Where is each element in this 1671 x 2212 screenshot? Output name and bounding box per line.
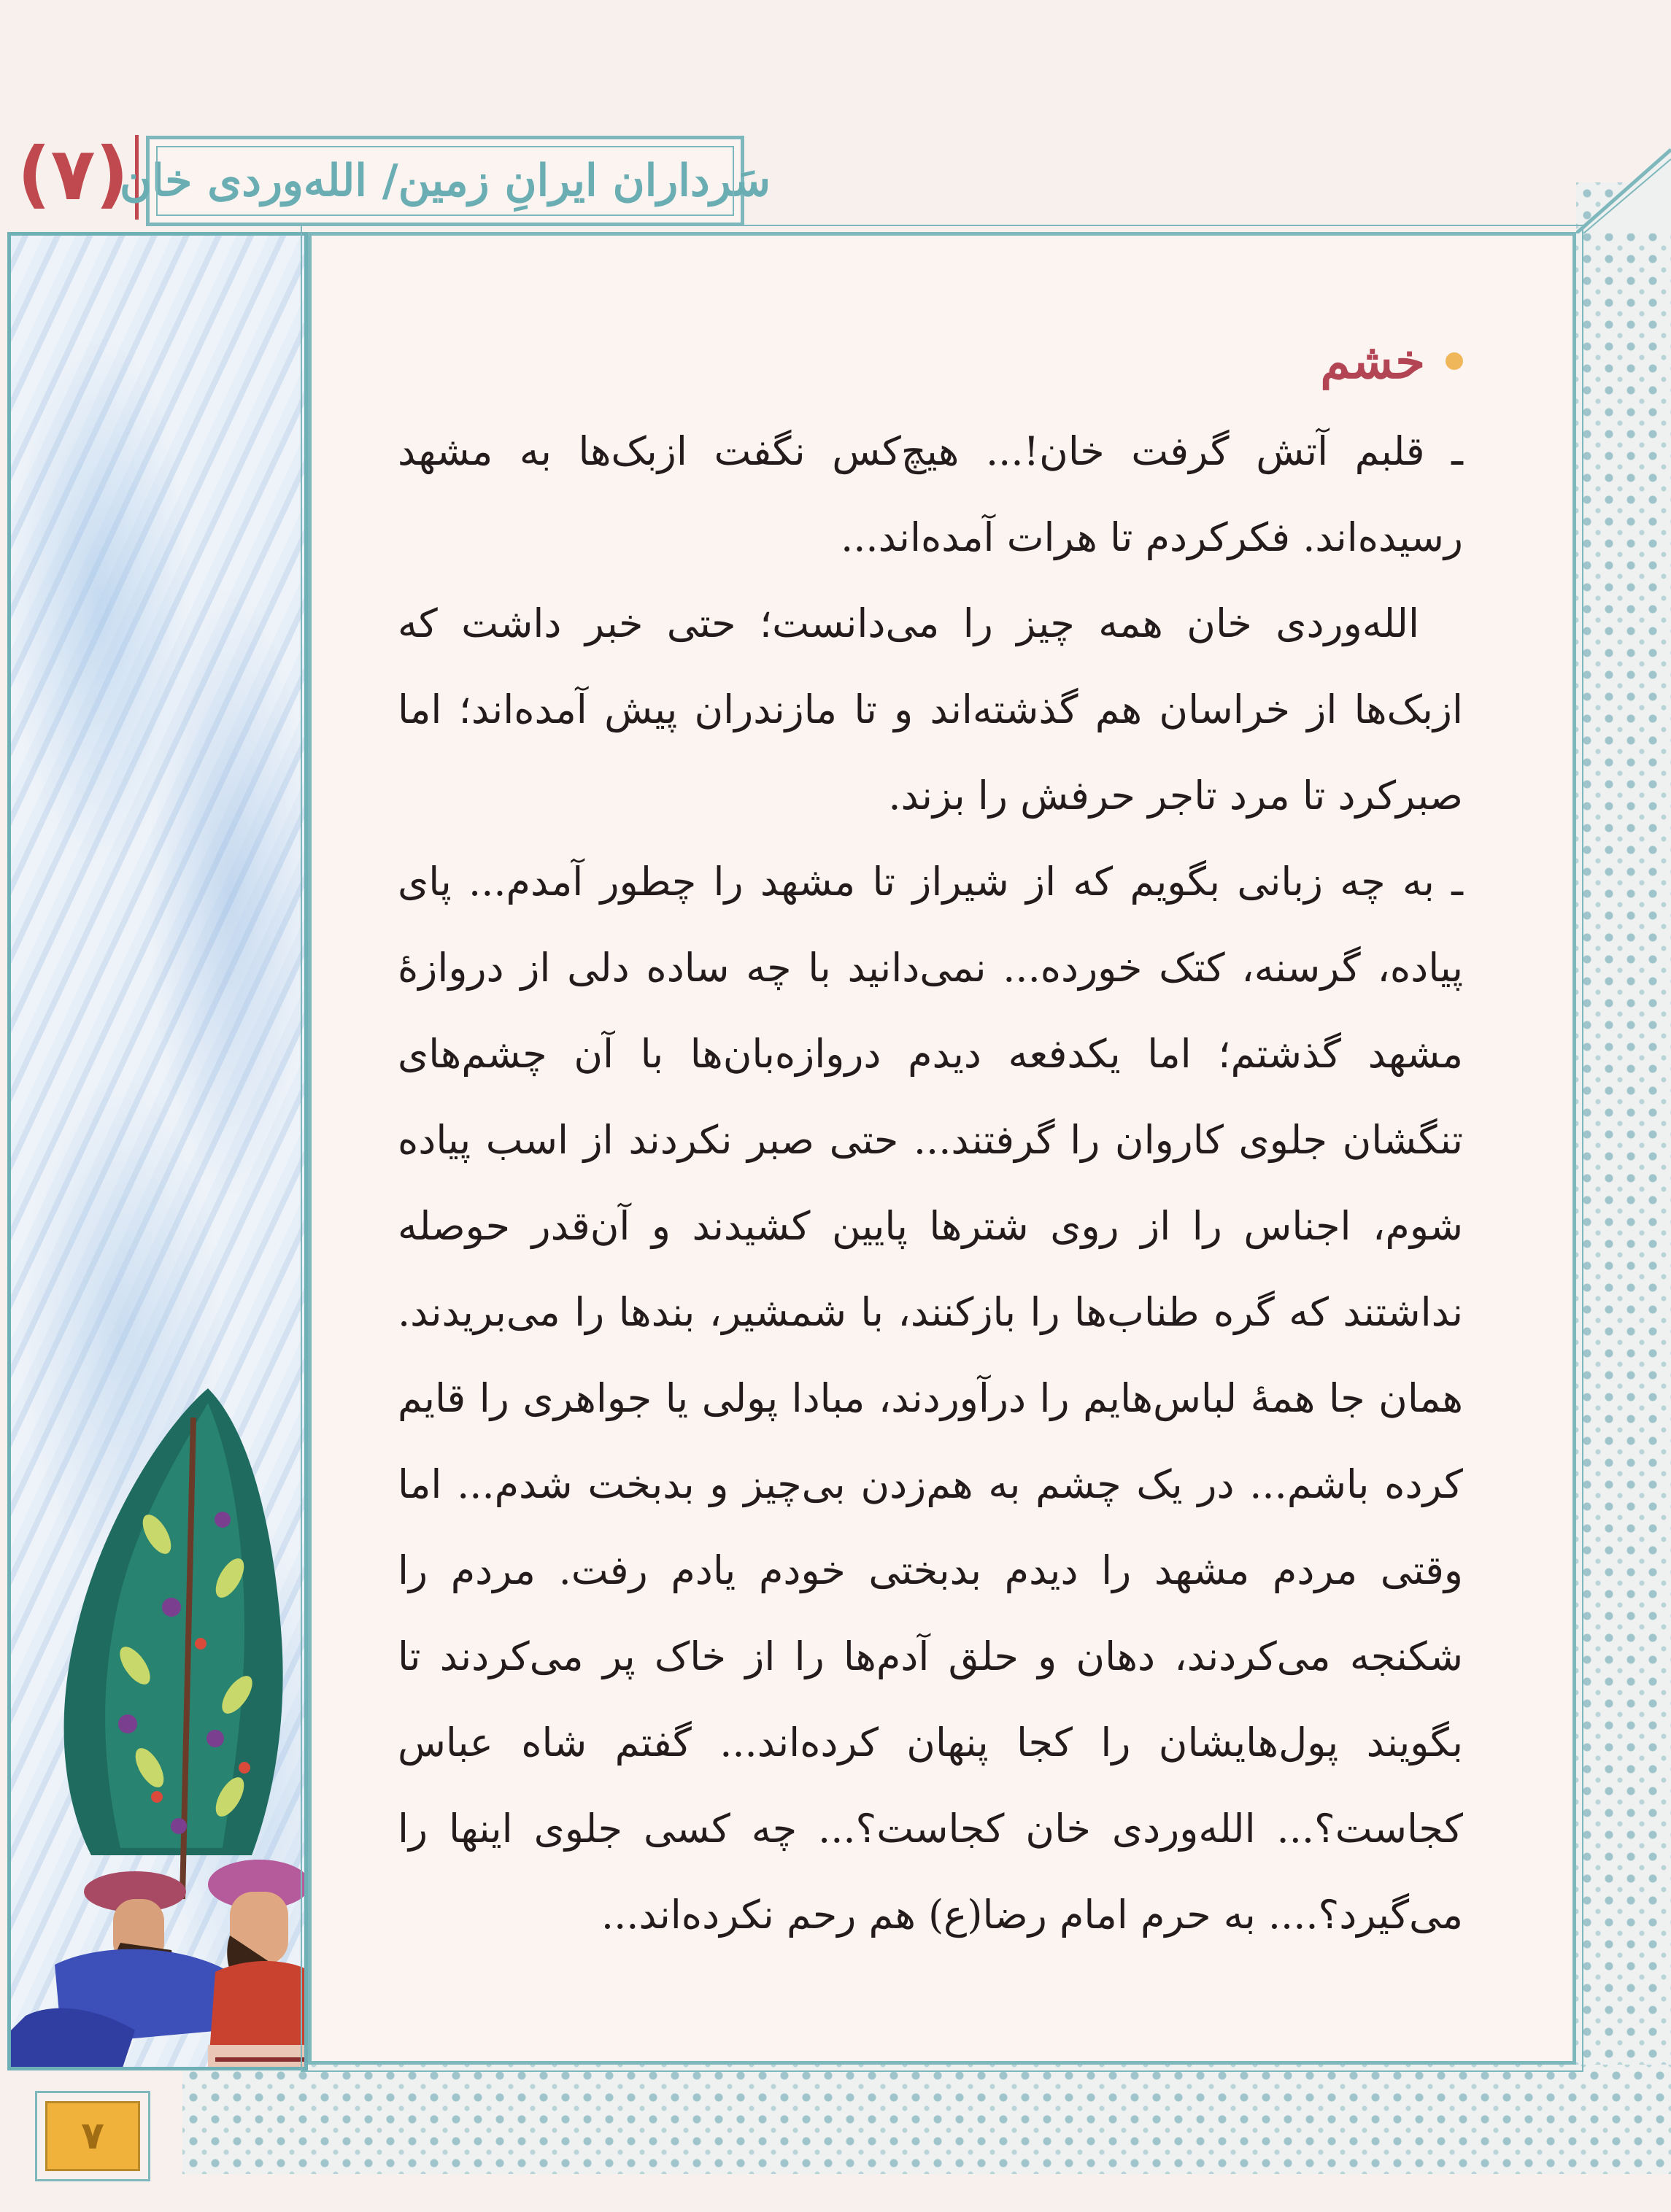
decorative-pattern-bottom bbox=[182, 2065, 1671, 2174]
decorative-pattern-right bbox=[1576, 182, 1671, 2174]
book-title: سَرداران ایرانِ زمین/ الله‌وردی خان bbox=[119, 155, 771, 206]
illustration-cypress-and-figures bbox=[11, 1388, 308, 2070]
header-banner bbox=[119, 136, 771, 226]
story-content bbox=[398, 321, 1463, 1958]
section-heading-text: خشم bbox=[1320, 333, 1425, 390]
page-number: ۷ bbox=[45, 2101, 140, 2171]
chapter-number: (۷) bbox=[17, 131, 129, 217]
section-heading bbox=[398, 321, 1463, 401]
paragraph: الله‌وردی خان همه چیز را می‌دانست؛ حتی خبر داشت که ازبک‌ها از خراسان هم گذشته‌اند و تا مازندران پیش آمده‌اند؛ اما صبرکرد تا مرد تاجر حرفش را بزند. bbox=[398, 600, 1463, 819]
bullet-icon bbox=[1446, 352, 1463, 370]
frame-corner-ornament bbox=[1576, 146, 1671, 233]
paragraph: ـ به چه زبانی بگویم که از شیراز تا مشهد را چطور آمدم... پای پیاده، گرسنه، کتک خورده... نمی‌دانید با چه ساده دلی از دروازهٔ مشهد گذشتم؛ اما یکدفعه دیدم دروازه‌بان‌ها با آن چشم‌های تنگشان جلوی کاروان را گرفتند... حتی صبر نکردند از اسب پیاده شوم، اجناس را از روی شترها پایین کشیدند و آن‌قدر حوصله نداشتند که گره طناب‌ها را بازکنند، با شمشیر، بندها را می‌بریدند. همان جا همهٔ لباس‌هایم را درآوردند، مبادا پولی یا جواهری را قایم کرده باشم... در یک چشم به هم‌زدن بی‌چیز و بدبخت شدم... اما وقتی مردم مشهد را دیدم بدبختی خودم یادم رفت. مردم را شکنجه می‌کردند، دهان و حلق آدم‌ها را از خاک پر می‌کردند تا بگویند پول‌هایشان را کجا پنهان کرده‌اند... گفتم شاه عباس کجاست؟... الله‌وردی خان کجاست؟... چه کسی جلوی اینها را می‌گیرد؟.... به حرم امام رضا(ع) هم رحم نکرده‌اند... bbox=[398, 859, 1463, 1938]
paragraph: ـ قلبم آتش گرفت خان!... هیچ‌کس نگفت ازبک‌ها به مشهد رسیده‌اند. فکرکردم تا هرات آمده‌اند... bbox=[398, 428, 1463, 560]
illustration-panel bbox=[7, 232, 308, 2070]
